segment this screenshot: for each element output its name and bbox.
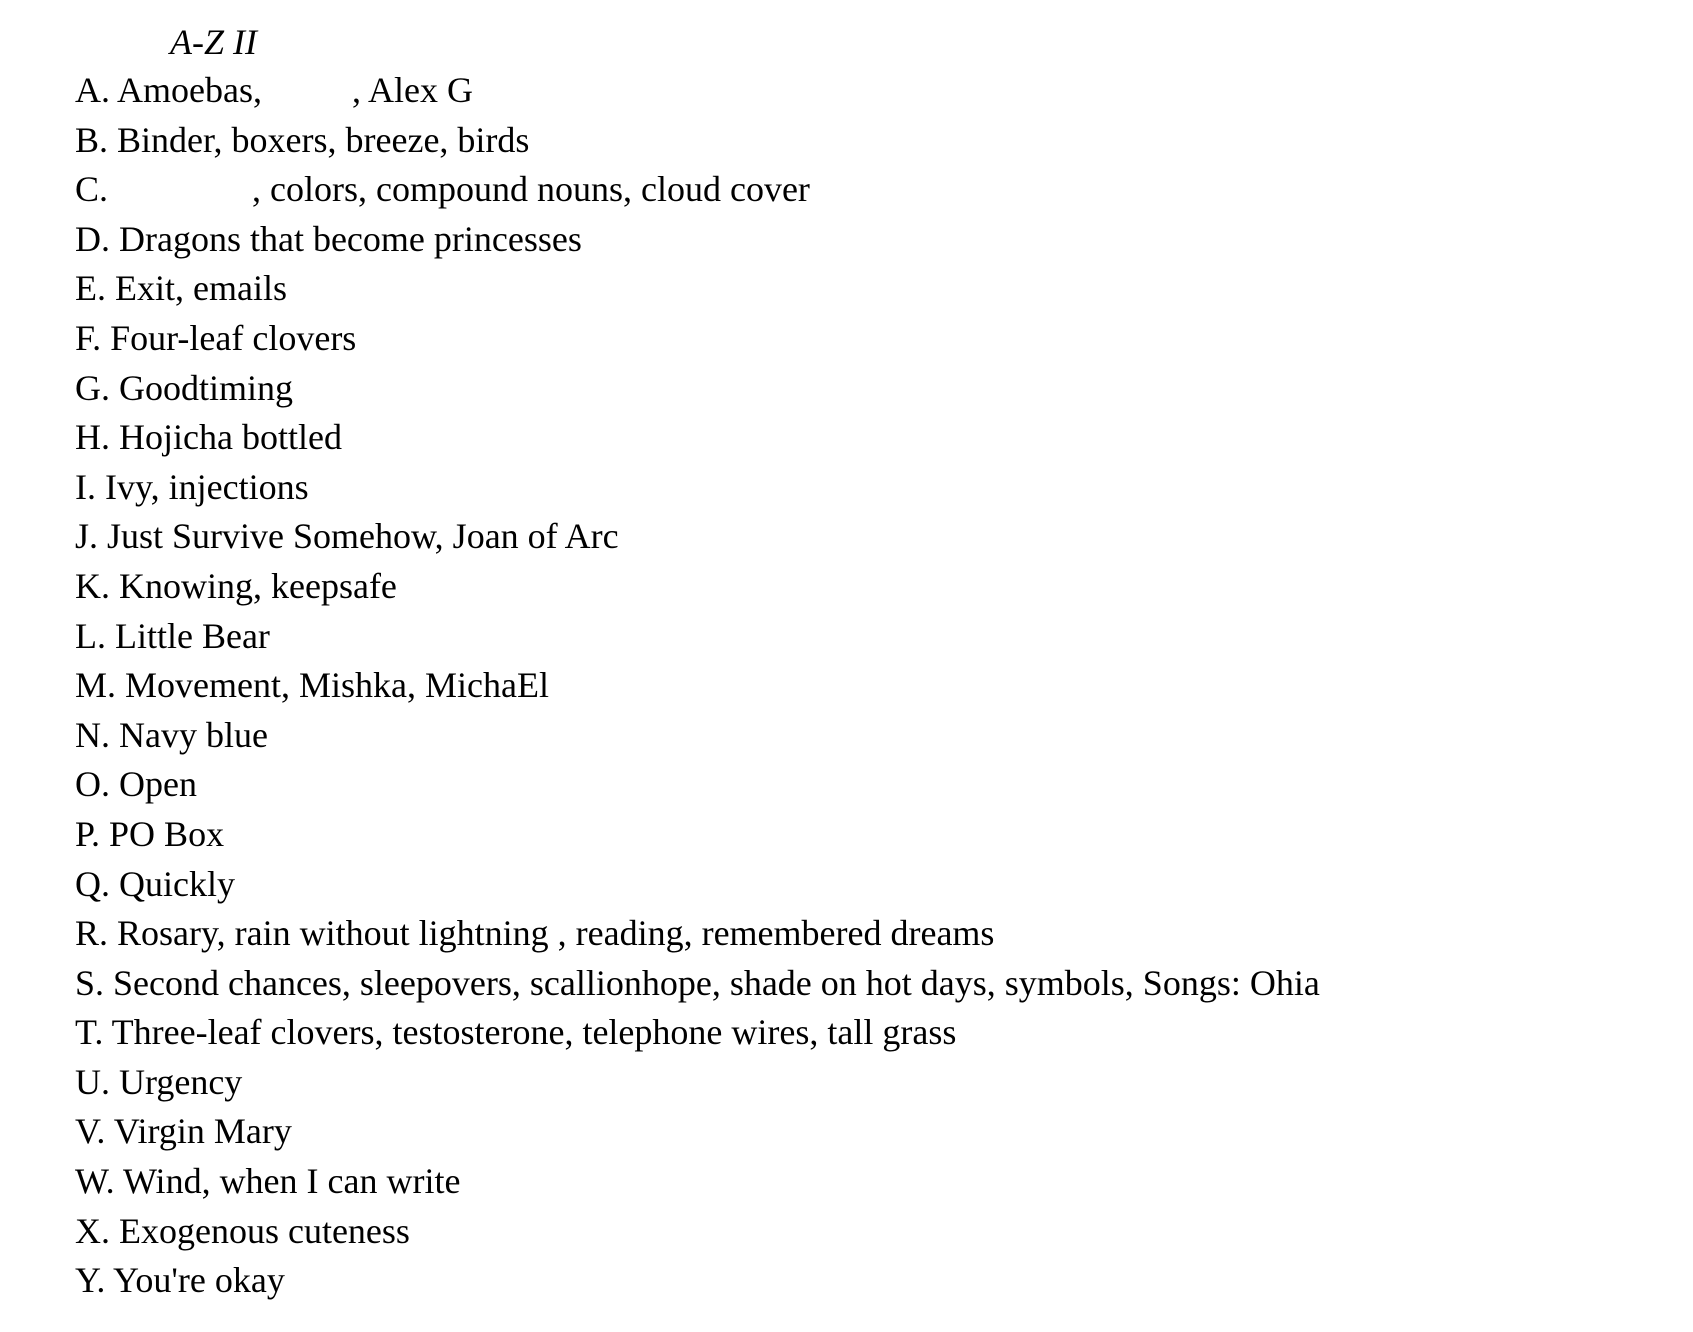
list-item-n: N. Navy blue: [75, 714, 268, 755]
list-item-l: L. Little Bear: [75, 615, 270, 656]
list-item-r: R. Rosary, rain without lightning , reading, remembered dreams: [75, 913, 995, 954]
list-item-g: G. Goodtiming: [75, 367, 294, 408]
list-item-b: B. Binder, boxers, breeze, birds: [75, 119, 530, 160]
list-item-q: Q. Quickly: [75, 863, 235, 904]
list-item-e: E. Exit, emails: [75, 268, 287, 309]
list-item-u: U. Urgency: [75, 1061, 243, 1102]
document-title: A-Z II: [170, 22, 257, 62]
list-item-h: H. Hojicha bottled: [75, 417, 342, 458]
alphabet-list: [75, 66, 1320, 1306]
list-item-w: W. Wind, when I can write: [75, 1161, 461, 1202]
list-item-j: J. Just Survive Somehow, Joan of Arc: [75, 516, 619, 557]
list-item-k: K. Knowing, keepsafe: [75, 565, 397, 606]
list-item-p: P. PO Box: [75, 813, 225, 854]
list-item-a: A. Amoebas, , Alex G: [75, 70, 473, 110]
list-item-d: D. Dragons that become princesses: [75, 218, 582, 259]
list-item-x: X. Exogenous cuteness: [75, 1210, 410, 1251]
list-item-t: T. Three-leaf clovers, testosterone, telephone wires, tall grass: [75, 1012, 957, 1053]
list-item-s: S. Second chances, sleepovers, scallionhope, shade on hot days, symbols, Songs: Ohia: [75, 962, 1320, 1003]
list-item-i: I. Ivy, injections: [75, 466, 309, 507]
list-item-m: M. Movement, Mishka, MichaEl: [75, 665, 549, 706]
list-item-f: F. Four-leaf clovers: [75, 317, 357, 358]
list-item-c: C. , colors, compound nouns, cloud cover: [75, 169, 810, 210]
list-item-v: V. Virgin Mary: [75, 1111, 292, 1152]
list-item-y: Y. You're okay: [75, 1260, 285, 1301]
list-item-o: O. Open: [75, 764, 197, 805]
